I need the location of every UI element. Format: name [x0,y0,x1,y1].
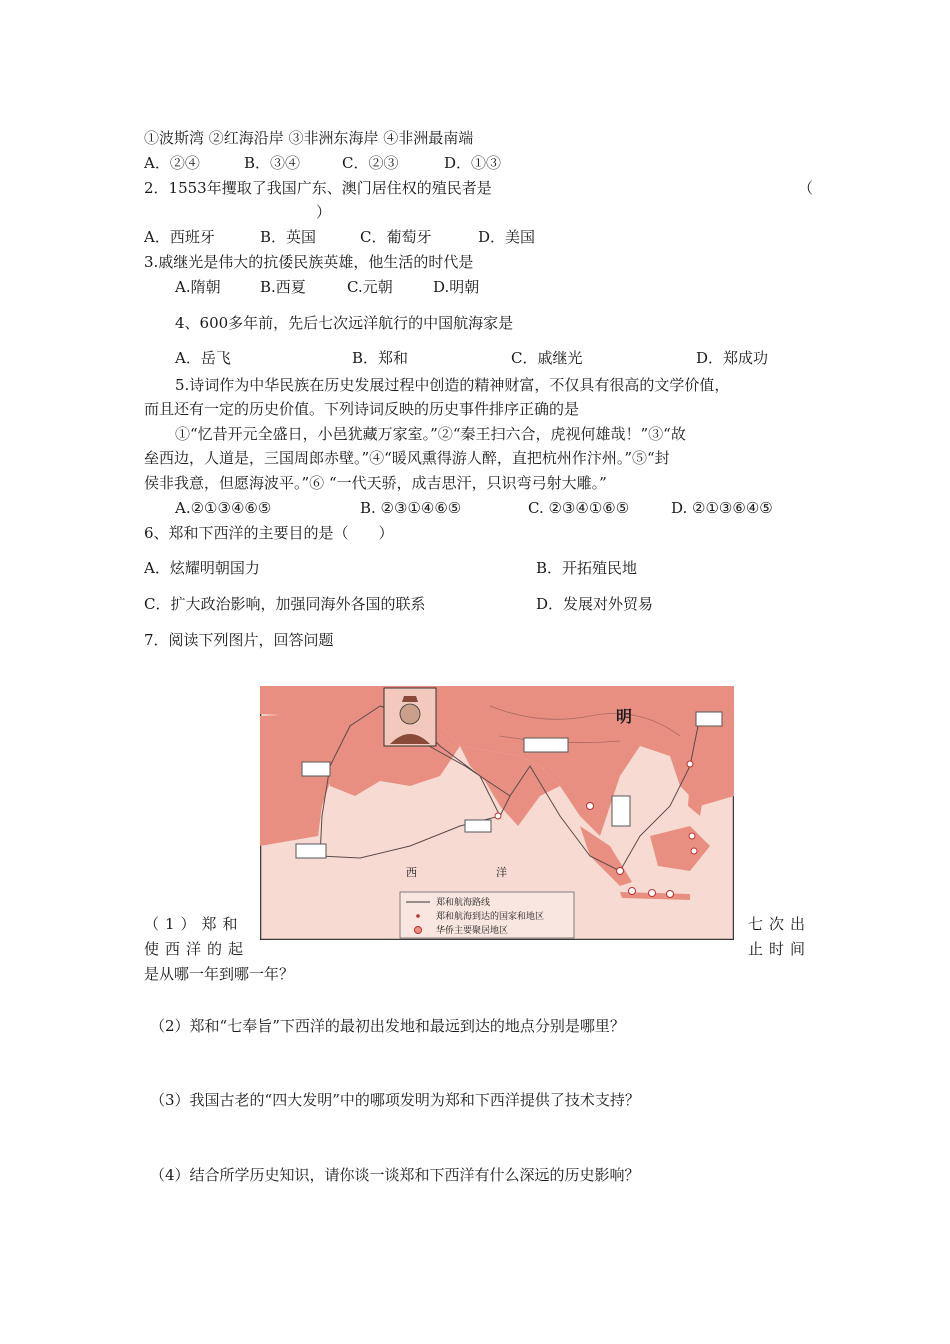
q4-option-b: B．郑和 [352,349,409,367]
legend-route: 郑和航海路线 [436,898,491,908]
q5-option-c: C. ②③④①⑥⑤ [528,499,630,517]
q7-sub3: （3）我国古老的“四大发明”中的哪项发明为郑和下西洋提供了技术支持？ [150,1091,640,1109]
q2-paren-open: （ [798,179,814,197]
q5-option-a: A.②①③④⑥⑤ [175,499,272,517]
q6-option-b: B．开拓殖民地 [536,559,638,577]
map-label-ming: 明 [616,707,633,726]
q4-option-c: C．戚继光 [511,349,583,367]
q2-option-c: C．葡萄牙 [360,228,432,246]
q1-option-b: B．③④ [244,154,301,172]
legend-country: 郑和航海到达的国家和地区 [436,912,545,922]
zheng-he-voyage-map [260,686,734,940]
q2-stem: 2．1553年攫取了我国广东、澳门居住权的殖民者是 [144,179,492,197]
q7-sub1-right2: 止时间 [748,940,812,958]
map-label-ocean: 洋 [496,866,507,879]
q1-items: ①波斯湾 ②红海沿岸 ③非洲东海岸 ④非洲最南端 [144,129,474,147]
q1-option-d: D．①③ [444,154,502,172]
q5-option-b: B. ②③①④⑥⑤ [360,499,462,517]
q7-sub1-left2: 使西洋的起 [144,940,250,958]
q4-stem: 4、600多年前，先后七次远洋航行的中国航海家是 [175,314,514,332]
q5-poem-line1: ①“忆昔开元全盛日，小邑犹藏万家室。”②“秦王扫六合，虎视何雄哉！”③“故 [175,425,686,443]
q4-option-d: D．郑成功 [696,349,769,367]
q7-sub1-right1: 七次出 [748,915,812,933]
q5-option-d: D. ②①③⑥④⑤ [671,499,773,517]
q1-option-c: C．②③ [342,154,399,172]
q6-option-c: C．扩大政治影响，加强同海外各国的联系 [144,595,426,613]
q2-option-a: A．西班牙 [144,228,215,246]
q7-sub1-line3: 是从哪一年到哪一年？ [144,965,295,983]
q2-paren-close: ） [316,203,332,221]
q2-option-b: B．英国 [260,228,317,246]
q5-stem-line2: 而且还有一定的历史价值。下列诗词反映的历史事件排序正确的是 [144,400,580,418]
q5-poem-line2: 垒西边，人道是，三国周郎赤壁。”④“暖风熏得游人醉，直把杭州作汴州。”⑤“封 [144,449,670,467]
q1-option-a: A．②④ [144,154,200,172]
q5-poem-line3: 侯非我意，但愿海波平。”⑥ “一代天骄，成吉思汗，只识弯弓射大雕。” [144,474,607,492]
q3-option-d: D.明朝 [433,278,480,296]
legend-overseas: 华侨主要聚居地区 [436,926,509,936]
q3-option-a: A.隋朝 [175,278,221,296]
map-label-west: 西 [406,866,417,879]
q7-stem: 7．阅读下列图片，回答问题 [144,631,334,649]
q3-stem: 3.戚继光是伟大的抗倭民族英雄，他生活的时代是 [144,253,474,271]
q6-option-a: A．炫耀明朝国力 [144,559,260,577]
q6-option-d: D．发展对外贸易 [536,595,654,613]
q3-option-c: C.元朝 [347,278,393,296]
q7-sub1-left1: （1）郑和 [144,915,244,933]
q4-option-a: A．岳飞 [175,349,231,367]
q7-sub4: （4）结合所学历史知识，请你谈一谈郑和下西洋有什么深远的历史影响？ [150,1166,640,1184]
q7-sub2: （2）郑和“七奉旨”下西洋的最初出发地和最远到达的地点分别是哪里？ [150,1017,625,1035]
q2-option-d: D．美国 [478,228,536,246]
q5-stem-line1: 5.诗词作为中华民族在历史发展过程中创造的精神财富，不仅具有很高的文学价值， [175,376,730,394]
q6-stem: 6、郑和下西洋的主要目的是（ ） [144,524,394,542]
q3-option-b: B.西夏 [260,278,306,296]
